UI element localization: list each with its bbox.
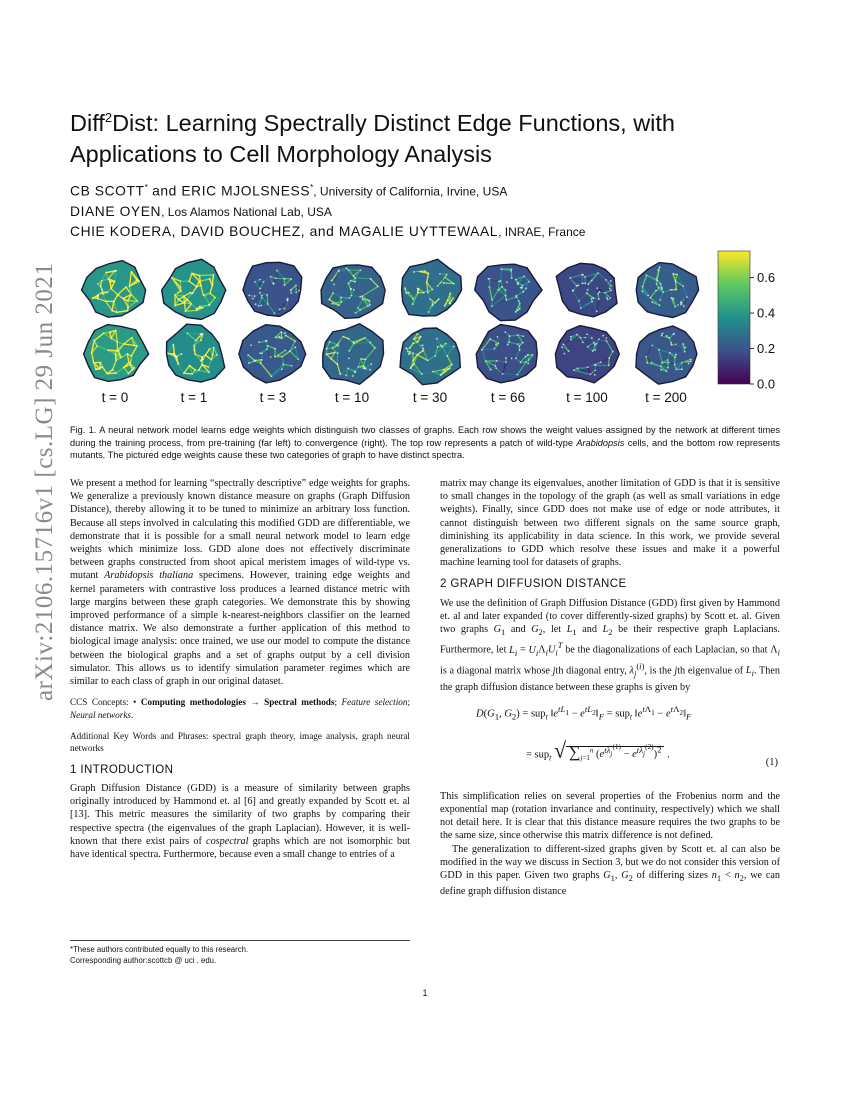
graph-panel-bottom-0 xyxy=(84,325,149,382)
footnotes xyxy=(70,940,410,966)
graph-panel-bottom-2 xyxy=(239,325,306,383)
graph-panel-bottom-6 xyxy=(555,326,619,383)
figure-caption: Fig. 1. A neural network model learns edge weights which distinguish two classes of graphs. Each row shows the weight values assigned by the network at different times during the training process, from pre-training (far left) to convergence (right). The top row represents a patch of wild-type Arabidopsis cells, and the bottom row represents mutants. The pictured edge weights cause these two categories of graph to have distinct spectra. xyxy=(70,425,780,461)
graph-panel-top-6 xyxy=(556,263,617,316)
colorbar-tick-label: 0.0 xyxy=(757,376,776,392)
colorbar-tick-label: 0.2 xyxy=(757,341,776,357)
graph-panel-bottom-3 xyxy=(323,324,384,384)
keywords: Additional Key Words and Phrases: spectral graph theory, image analysis, graph neural networks xyxy=(70,731,410,754)
graph-panel-top-3 xyxy=(321,265,385,318)
graph-panel-bottom-5 xyxy=(476,324,537,382)
author-block xyxy=(70,178,770,242)
colorbar xyxy=(718,251,750,384)
gdd-paragraph-3: The generalization to different-sized graphs given by Scott et. al can also be modified in the way we discuss in Section 3, but we do not consider this version of GDD in this paper. Given two graphs $G_1$, $G_2$ of differing sizes $n_1 < n_2$, we can define graph diffusion distance xyxy=(440,843,781,898)
arxiv-side-stamp: arXiv:2106.15716v1 [cs.LG] 29 Jun 2021 xyxy=(31,262,58,701)
graph-panel-top-5 xyxy=(475,264,542,321)
colorbar-tick-label: 0.4 xyxy=(757,305,776,321)
graph-panel-bottom-7 xyxy=(636,326,697,384)
gdd-paragraph-1: We use the definition of Graph Diffusion Distance (GDD) first given by Hammond et. al and later expanded (to cover differently-sized graphs) by Scott et. al. Given two graphs $G_1$ and $G_2$, let $L_1$ and $L_2$ be their respective graph Laplacians. Furthermore, let $L_i = U_i\Lambda_iU_i^T$ be the diagonalizations of each Laplacian, so that $\Lambda_i$ is a diagonal matrix whose jth diagonal entry, $\lambda_j^{(i)}$, is the jth eigenvalue of $L_i$. Then the graph diffusion distance between these graphs is given by xyxy=(440,597,781,693)
figure-1 xyxy=(70,248,780,413)
section-heading-gdd: 2 GRAPH DIFFUSION DISTANCE xyxy=(440,578,627,591)
colorbar-tick-label: 0.6 xyxy=(757,270,776,286)
gdd-paragraph-2: This simplification relies on several properties of the Frobenius norm and the exponential map (rotation invariance and continuity, respectively) which we shall not detail here. It is clear that this distance measure requires the two graphs to be the same size, since otherwise this matrix difference is not defined. xyxy=(440,790,780,842)
left-column xyxy=(70,477,410,861)
graph-panel-bottom-4 xyxy=(400,328,460,385)
equation-1: $D(G_1$, $G_2) = sup_t$ $‖e^{tL_1}$ − $e^{tL_2}‖_F = sup_t$ $‖e^{t\Lambda_1}$ − $e^{t\Lambda_2}‖_F$ = sup$_t$ √ $\sum_{j=1}^n$ $(e^{t\lambda_j^{(1)}} - e^{t\lambda_j^{(2)}})^2$ . (1) xyxy=(476,703,778,768)
graph-panel-top-7 xyxy=(636,263,698,318)
footnote-equal-contribution: *These authors contributed equally to this research. xyxy=(70,945,249,954)
time-label: t = 100 xyxy=(566,390,608,405)
graph-panel-top-2 xyxy=(243,262,302,316)
footnote-corresponding-author: Corresponding author:scottcb @ uci . edu. xyxy=(70,956,217,965)
graph-panel-top-4 xyxy=(402,259,462,316)
equation-number: (1) xyxy=(765,756,778,768)
author-line-2: DIANE OYEN, Los Alamos National Lab, USA xyxy=(70,203,332,219)
introduction-paragraph: Graph Diffusion Distance (GDD) is a measure of similarity between graphs originally introduced by Hammond et. al [6] and greatly expanded by Scott et. al [13]. This metric measures the similarity of two graphs by comparing their respective spectra (the eigenvalues of the graph Laplacian). However, it is well-known that there exist pairs of cospectral graphs which are not isomorphic but have identical spectra. Furthermore, because even a small change to entries of a xyxy=(70,783,410,861)
abstract: We present a method for learning “spectrally descriptive” edge weights for graphs. We generalize a previously known distance measure on graphs (Graph Diffusion Distance), thereby allowing it to be tuned to minimize an arbitrary loss function. Because all steps involved in calculating this modified GDD are differentiable, we demonstrate that it is possible for a small neural network model to learn edge weights which minimize loss. GDD alone does not effectively discriminate between graphs constructed from shoot apical meristem images of wild-type vs. mutant Arabidopsis thaliana specimens. However, training edge weights and kernel parameters with contrastive loss produces a learned distance metric with large margins between these graph categories. We demonstrate this by showing improved performance of a simple k-nearest-neighbors classifier on the learned distance matrix. We also demonstrate a further application of this method to biological image analysis: once trained, we use our model to compute the distance between the biological graphs and a set of graphs output by a cell division simulator. This allows us to identify simulation parameter regimes which are similar to each class of graph in our original dataset. xyxy=(70,478,410,688)
graph-panel-top-1 xyxy=(162,259,226,319)
time-label: t = 66 xyxy=(490,390,526,405)
author-line-1: CB SCOTT* and ERIC MJOLSNESS*, University of California, Irvine, USA xyxy=(70,183,508,199)
section-heading-introduction: 1 INTRODUCTION xyxy=(70,763,174,776)
time-label: t = 200 xyxy=(645,390,687,405)
time-label: t = 3 xyxy=(259,390,287,405)
author-line-3: CHIE KODERA, DAVID BOUCHEZ, and MAGALIE UYTTEWAAL, INRAE, France xyxy=(70,223,586,239)
ccs-concepts: CCS Concepts: • Computing methodologies → Spectral methods; Feature selection; Neural networks. xyxy=(70,697,411,720)
paper-title: Diff$^2$Dist: Learning Spectrally Distinct Edge Functions, with Applications to Cell Morphology Analysis xyxy=(70,110,676,167)
time-label: t = 1 xyxy=(180,390,208,405)
page-number: 1 xyxy=(422,988,428,998)
time-label: t = 30 xyxy=(412,390,448,405)
time-label: t = 10 xyxy=(334,390,370,405)
graph-panel-bottom-1 xyxy=(167,324,225,382)
right-paragraph-1: matrix may change its eigenvalues, another limitation of GDD is that it is sensitive to small changes in the topology of the graph (as well as small variations in edge weights). Finally, since GDD does not make use of edge or node attributes, it cannot distinguish between two different signals on the same source graph, diminishing its applicability in data science. In this work, we provide several generalizations to GDD which resolve these issues and make it a powerful machine learning tool for datasets of graphs. xyxy=(440,478,780,569)
graph-panel-top-0 xyxy=(82,261,146,318)
time-label: t = 0 xyxy=(101,390,129,405)
right-column xyxy=(440,477,780,898)
